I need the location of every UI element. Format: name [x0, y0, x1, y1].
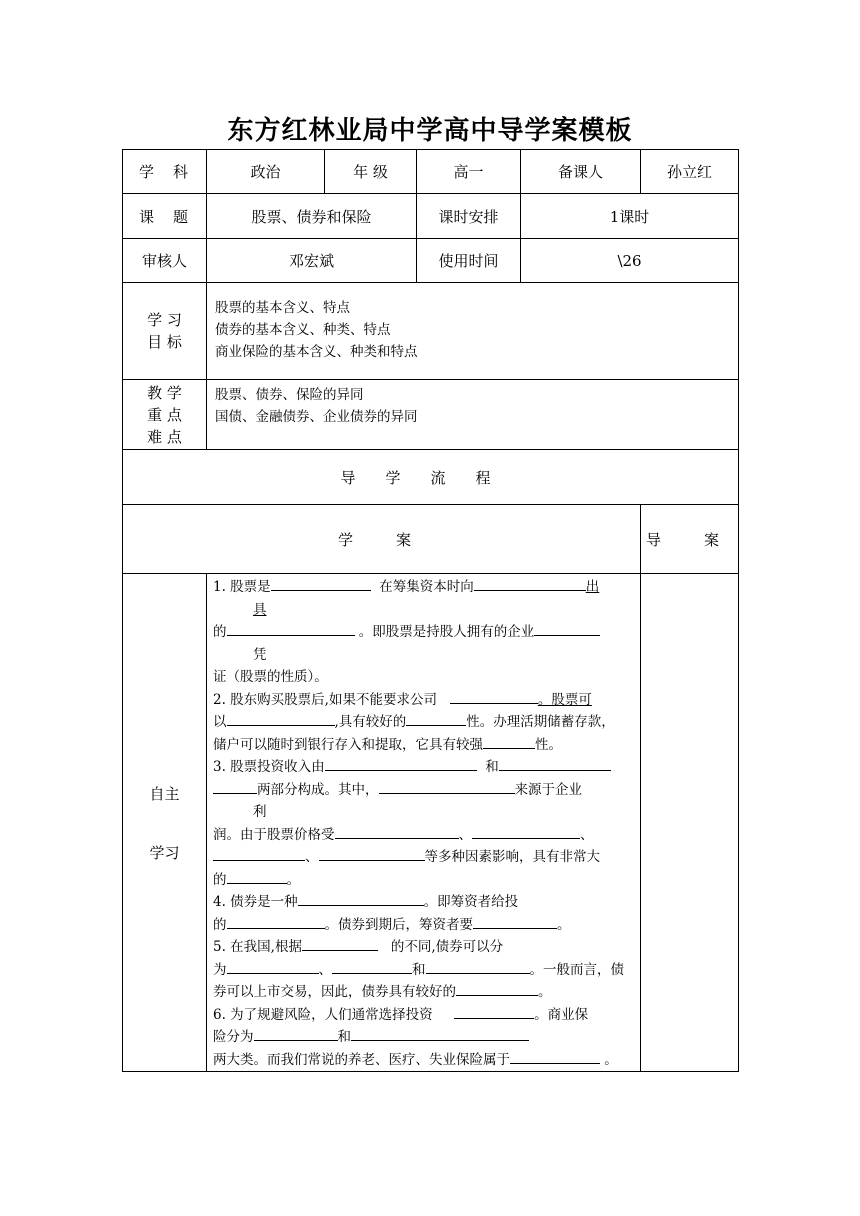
fill-in-blank	[474, 576, 586, 591]
question-text: 险分为	[213, 1029, 254, 1045]
question-text: 。	[538, 984, 552, 1000]
question-text: 。即股票是持股人拥有的企业	[358, 624, 535, 640]
hours-label: 课时安排	[417, 194, 521, 239]
fill-in-blank	[454, 1004, 534, 1019]
fill-in-blank	[351, 1026, 529, 1041]
question-text: 来源于企业	[514, 781, 582, 798]
question-text: 6. 为了规避风险，人们通常选择投资	[213, 1006, 433, 1023]
header-row-1	[123, 150, 739, 194]
question-text: 的不同,债券可以分	[390, 939, 504, 955]
question-text: 、	[305, 849, 319, 865]
question-text	[213, 1004, 634, 1027]
fill-in-blank	[213, 846, 305, 861]
fill-in-blank	[302, 936, 378, 951]
question-text: 等多种因素影响，具有非常大	[424, 849, 600, 865]
question-text	[213, 914, 634, 937]
keypoint-item: 股票、债券、保险的异同	[215, 387, 364, 403]
topic-value: 股票、债券和保险	[207, 194, 417, 239]
question-text: 3. 股票投资收入由	[213, 759, 325, 775]
question-text: 证（股票的性质）。	[213, 669, 328, 685]
question-text: 。债券到期后，筹资者要	[324, 916, 473, 933]
question-text: 。	[604, 1051, 618, 1068]
question-text: 4. 债券是一种	[213, 894, 298, 910]
usetime-value: \26	[521, 239, 739, 283]
keypoints-label-line: 重 点	[147, 405, 182, 424]
question-text	[213, 756, 634, 779]
guide-column-content	[641, 574, 739, 1072]
fill-in-blank	[456, 981, 538, 996]
question-text: 性。办理活期储蓄存款，	[466, 714, 615, 730]
fill-in-blank	[271, 576, 371, 591]
goal-item: 债券的基本含义、种类、特点	[215, 322, 391, 338]
goal-item: 股票的基本含义、特点	[215, 300, 350, 316]
fill-in-blank	[227, 621, 355, 636]
preparer-value: 孙立红	[641, 150, 739, 194]
fill-in-blank	[227, 869, 287, 884]
question-text	[213, 621, 634, 644]
question-text: 两部分构成。其中，	[257, 781, 379, 798]
fill-in-blank	[473, 914, 557, 929]
question-text: 。商业保	[534, 1006, 589, 1023]
question-text	[213, 846, 634, 869]
columns-row	[123, 505, 739, 574]
goal-item: 商业保险的基本含义、种类和特点	[215, 344, 418, 360]
question-text: 凭	[253, 646, 267, 663]
question-text: 。	[557, 916, 571, 933]
question-text: 、	[580, 826, 594, 843]
fill-in-blank	[472, 824, 580, 839]
question-text: 5. 在我国,根据	[213, 939, 302, 955]
question-text: 润。由于股票价格受	[213, 826, 335, 843]
fill-in-blank	[227, 914, 325, 929]
question-text: 1. 股票是	[213, 579, 271, 595]
keypoints-label	[123, 380, 207, 450]
question-text: 。	[286, 871, 300, 888]
question-text: 。即筹资者给投	[423, 894, 519, 910]
reviewer-label: 审核人	[123, 239, 207, 283]
usetime-label: 使用时间	[417, 239, 521, 283]
question-text: 为	[213, 961, 227, 978]
fill-in-blank	[227, 711, 335, 726]
self-study-label	[123, 574, 207, 1072]
grade-label: 年 级	[325, 150, 417, 194]
question-text	[213, 981, 634, 1004]
question-text	[213, 779, 634, 802]
question-text: ,具有较好的	[334, 714, 407, 730]
question-text: 。股票可	[537, 691, 592, 708]
header-row-2	[123, 194, 739, 239]
question-text: 和	[485, 759, 499, 775]
question-text	[213, 869, 634, 892]
question-text: 和	[412, 961, 426, 978]
fill-in-blank	[298, 891, 424, 906]
question-text	[213, 959, 634, 982]
goals-label	[123, 283, 207, 380]
question-text: 以	[213, 714, 227, 730]
hours-value: 1课时	[521, 194, 739, 239]
fill-in-blank	[319, 846, 425, 861]
keypoints-label-line: 难 点	[147, 427, 182, 446]
reviewer-value: 邓宏斌	[207, 239, 417, 283]
question-text	[213, 824, 634, 847]
question-text: 两大类。而我们常说的养老、医疗、失业保险属于	[213, 1051, 510, 1068]
goals-row	[123, 283, 739, 380]
study-column-header: 学 案	[123, 505, 641, 574]
question-text: 的	[213, 916, 227, 933]
fill-in-blank	[499, 756, 611, 771]
fill-in-blank	[254, 1026, 338, 1041]
self-study-questions	[207, 574, 641, 1072]
question-text: 性。	[535, 736, 562, 753]
question-text: 和	[337, 1029, 351, 1045]
question-text: 储户可以随时到银行存入和提取，它具有较强	[213, 736, 483, 753]
guide-column-header: 导 案	[641, 505, 739, 574]
fill-in-blank	[379, 779, 515, 794]
self-study-label-line: 学习	[149, 843, 180, 862]
question-text: 具	[253, 601, 267, 618]
question-text: 利	[253, 804, 267, 820]
fill-in-blank	[227, 959, 319, 974]
fill-in-blank	[483, 734, 535, 749]
question-text: 券可以上市交易，因此，债券具有较好的	[213, 984, 456, 1000]
fill-in-blank	[325, 756, 477, 771]
fill-in-blank	[534, 621, 600, 636]
self-study-label-line: 自主	[149, 784, 180, 803]
subject-label: 学 科	[123, 150, 207, 194]
page-title: 东方红林业局中学高中导学案模板	[227, 116, 633, 146]
fill-in-blank	[426, 959, 530, 974]
flow-title: 导学流程	[123, 450, 739, 505]
goals-label-line: 学 习	[147, 311, 182, 329]
question-text	[213, 711, 634, 734]
fill-in-blank	[213, 779, 257, 794]
self-study-row	[123, 574, 739, 1072]
subject-value: 政治	[207, 150, 325, 194]
question-text	[213, 936, 634, 959]
fill-in-blank	[450, 689, 538, 704]
question-text: 出	[585, 579, 600, 595]
preparer-label: 备课人	[521, 150, 641, 194]
grade-value: 高一	[417, 150, 521, 194]
fill-in-blank	[335, 824, 459, 839]
question-text: 的	[213, 871, 227, 888]
lesson-plan-table	[122, 149, 739, 1072]
question-text	[213, 891, 634, 914]
question-text	[213, 1049, 634, 1072]
question-text: 、	[458, 826, 472, 843]
question-text	[213, 1026, 634, 1049]
question-text: 2. 股东购买股票后,如果不能要求公司	[213, 691, 437, 708]
header-row-3	[123, 239, 739, 283]
fill-in-blank	[510, 1049, 600, 1064]
question-text	[213, 689, 634, 712]
goals-content	[207, 283, 739, 380]
question-text: 。一般而言，债	[529, 961, 624, 978]
flow-title-row	[123, 450, 739, 505]
keypoints-content	[207, 380, 739, 450]
keypoints-label-line: 教 学	[147, 383, 182, 402]
keypoints-row	[123, 380, 739, 450]
question-text: 、	[318, 961, 332, 978]
keypoint-item: 国债、金融债券、企业债券的异同	[215, 409, 418, 425]
topic-label: 课 题	[123, 194, 207, 239]
question-text: 在筹集资本时向	[379, 579, 474, 595]
fill-in-blank	[406, 711, 466, 726]
question-text	[213, 734, 634, 757]
goals-label-line: 目 标	[147, 333, 182, 351]
question-text	[213, 576, 634, 599]
question-text: 的	[213, 624, 227, 640]
fill-in-blank	[332, 959, 412, 974]
